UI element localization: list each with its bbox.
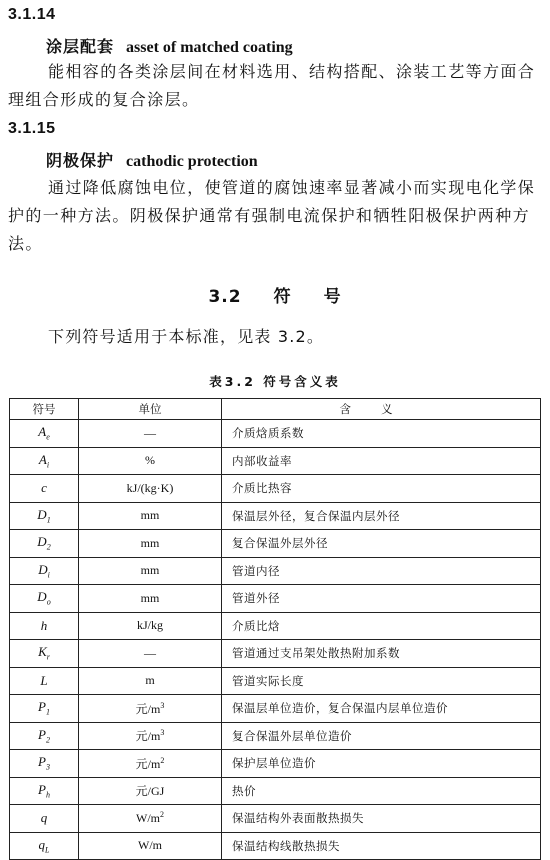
meaning-cell: 内部收益率 [222,447,541,475]
unit-text: % [145,453,155,468]
table-row [10,530,541,558]
unit-cell [79,447,222,475]
table-row [10,612,541,640]
unit-cell [79,640,222,668]
symbol-subscript: e [46,433,50,443]
symbol-subscript: r [46,653,50,663]
symbol-letter: A [38,424,47,440]
meaning-cell: 管道实际长度 [222,667,541,695]
meaning-cell: 保温结构线散热损失 [222,832,541,860]
section-title-char: 号 [323,287,342,307]
meaning-cell: 保温结构外表面散热损失 [222,805,541,833]
symbol-letter: P [38,781,46,797]
unit-cell [79,475,222,503]
table-caption: 表3.2 符号含义表 [209,374,341,389]
table-row [10,420,541,448]
meaning-cell: 复合保温外层外径 [222,530,541,558]
table-row [10,832,541,860]
symbol-letter: P [38,699,46,715]
header-meaning: 含义 [222,399,541,420]
unit-text: 元/m [135,701,161,716]
table-row [10,805,541,833]
table-row [10,447,541,475]
meaning-cell: 保护层单位造价 [222,750,541,778]
term-chinese: 阴极保护 [46,151,115,170]
unit-cell [79,557,222,585]
symbol-cell [10,502,79,530]
symbol-cell [10,640,79,668]
symbol-letter: D [38,561,48,577]
unit-superscript: 3 [160,728,165,738]
unit-superscript: 2 [160,810,164,820]
symbol-cell [10,475,79,503]
symbol-subscript: i [47,570,50,580]
symbol-subscript: o [46,598,51,608]
unit-text: mm [140,563,160,578]
table-body [10,420,541,860]
section-heading [0,282,550,307]
symbol-letter: P [38,754,46,770]
table-row [10,695,541,723]
unit-text: W/m [136,811,160,826]
table-row [10,585,541,613]
meaning-cell: 介质焓质系数 [222,420,541,448]
meaning-cell: 管道内径 [222,557,541,585]
symbol-letter: h [40,617,48,633]
symbol-letter: c [41,480,47,496]
unit-text: kJ/kg [136,618,163,633]
unit-cell [79,585,222,613]
unit-cell [79,502,222,530]
symbol-cell [10,777,79,805]
symbol-cell [10,750,79,778]
table-row [10,557,541,585]
unit-cell [79,722,222,750]
clause-number: 3.1.15 [8,120,56,137]
symbol-letter: P [38,726,46,742]
table-row [10,640,541,668]
term-english: cathodic protection [126,153,258,170]
term-definition: 能相容的各类涂层间在材料选用、结构搭配、涂装工艺等方面合理组合形成的复合涂层。 [8,62,536,109]
symbol-subscript: L [45,845,50,855]
unit-superscript: 3 [160,700,165,710]
symbol-cell [10,530,79,558]
term-definition: 通过降低腐蚀电位，使管道的腐蚀速率显著减小而实现电化学保护的一种方法。阴极保护通常有强制电流保护和牺牲阳极保护两种方法。 [8,178,536,253]
symbol-letter: D [37,506,47,522]
unit-text: 元/m [135,756,161,771]
symbol-subscript: 2 [45,735,50,745]
table-row [10,475,541,503]
symbol-cell [10,695,79,723]
symbol-letter: q [40,810,48,826]
symbol-subscript: 1 [45,708,50,718]
symbol-cell [10,612,79,640]
table-header-row [10,399,541,420]
unit-text: kJ/(kg·K) [126,480,174,495]
table-row [10,722,541,750]
unit-text: m [145,673,155,688]
symbol-subscript: 2 [46,543,51,553]
unit-cell [79,777,222,805]
symbol-subscript: 1 [46,515,51,525]
unit-text: W/m [138,838,162,853]
symbol-letter: K [38,644,47,660]
meaning-cell: 热价 [222,777,541,805]
unit-text: 元/GJ [135,784,165,799]
section-number: 3.2 [208,287,242,307]
unit-text: mm [140,535,160,550]
symbol-cell [10,585,79,613]
symbol-letter: A [38,451,47,467]
symbol-letter: q [38,836,46,852]
unit-cell [79,832,222,860]
unit-cell [79,695,222,723]
meaning-cell: 复合保温外层单位造价 [222,722,541,750]
symbol-cell [10,447,79,475]
unit-text: mm [140,590,160,605]
table-row [10,777,541,805]
term-heading [46,148,258,171]
header-symbol: 符号 [10,399,79,420]
unit-cell [79,530,222,558]
term-chinese: 涂层配套 [46,37,115,56]
symbol-cell [10,667,79,695]
symbol-subscript: 3 [45,763,50,773]
symbol-cell [10,722,79,750]
meaning-cell: 介质比热容 [222,475,541,503]
unit-cell [79,667,222,695]
symbol-letter: D [37,534,47,550]
unit-cell [79,612,222,640]
unit-text: — [144,645,156,660]
unit-superscript: 2 [160,755,165,765]
meaning-cell: 介质比焓 [222,612,541,640]
table-row [10,750,541,778]
clause-number: 3.1.14 [8,6,56,23]
section-title-char: 符 [273,287,292,307]
meaning-cell: 保温层单位造价，复合保温内层单位造价 [222,695,541,723]
unit-cell [79,750,222,778]
symbol-subscript: h [45,790,50,800]
meaning-cell: 管道外径 [222,585,541,613]
symbol-letter: L [40,672,48,688]
unit-text: 元/m [135,729,161,744]
symbol-cell [10,420,79,448]
meaning-cell: 管道通过支吊架处散热附加系数 [222,640,541,668]
meaning-cell: 保温层外径，复合保温内层外径 [222,502,541,530]
unit-cell [79,805,222,833]
symbol-cell [10,557,79,585]
symbol-cell [10,805,79,833]
section-intro: 下列符号适用于本标准，见表 3.2。 [48,327,325,346]
symbol-letter: D [37,589,47,605]
unit-text: mm [140,508,160,523]
table-row [10,502,541,530]
term-english: asset of matched coating [126,39,293,56]
symbol-table [9,398,541,860]
table-row [10,667,541,695]
symbol-cell [10,832,79,860]
term-heading [46,34,293,57]
header-unit: 单位 [79,399,222,420]
unit-text: — [144,425,156,440]
unit-cell [79,420,222,448]
symbol-subscript: i [46,460,50,470]
